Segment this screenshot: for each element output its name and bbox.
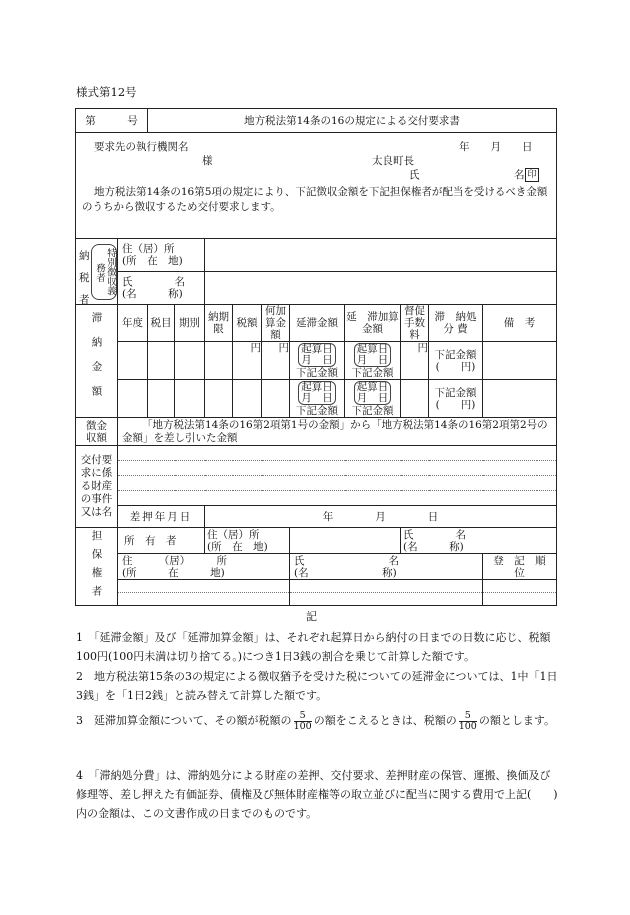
- statement: 地方税法第14条の16第5項の規定により、下記徴収金額を下記担保権者が配当を受けるべき金額のうちから徴収するため交付要求します。: [82, 186, 548, 213]
- security-side-cell: [76, 528, 118, 606]
- holder-address-label: 住 （居） 所 (所 在 地): [118, 554, 290, 580]
- row2-late-fee[interactable]: [290, 380, 345, 418]
- holder-address-value[interactable]: [118, 580, 290, 606]
- row2-year[interactable]: [118, 380, 148, 418]
- note-text: の額とします。: [478, 714, 555, 727]
- taxpayer-side-cell: [76, 239, 118, 305]
- row2-reminder-fee[interactable]: [401, 380, 429, 418]
- below-amount-label: 下記金額: [296, 404, 338, 417]
- number-cell: 第 号: [76, 109, 148, 133]
- col-tax-amount: 税額: [233, 305, 262, 342]
- note-number: 2: [76, 670, 83, 683]
- collect-label: 徴金収額: [76, 418, 118, 446]
- taxpayer-side-2: 税: [79, 272, 90, 284]
- note-number: 4: [76, 769, 83, 782]
- note-3: [76, 710, 560, 732]
- row1-tax-amount[interactable]: [233, 342, 262, 380]
- taxpayer-address-label: 住（居）所 (所 在 地): [118, 239, 205, 272]
- row1-period[interactable]: [175, 342, 205, 380]
- row2-tax-item[interactable]: [148, 380, 175, 418]
- note-text: の額をこえるときは、税額の: [313, 714, 457, 727]
- owner-name-label: 氏 名 (名 称): [401, 528, 557, 554]
- holder-name-value[interactable]: [290, 580, 483, 606]
- taxpayer-side-1: 納: [79, 250, 90, 262]
- row2-surcharge[interactable]: [262, 380, 290, 418]
- form-number: 様式第12号: [76, 85, 137, 99]
- note-1: [76, 628, 560, 666]
- delinquent-side-label: 滞納金額: [90, 312, 103, 410]
- owner-address-label: 住（居）所 (所 在 地): [205, 528, 290, 554]
- note-text: 「延滞金額」及び「延滞加算金額」は、それぞれ起算日から納付の日までの日数に応じ、税額100円(100円未満は切り捨てる。)につき1日3銭の割合を乗じて計算した額です。: [76, 631, 551, 663]
- col-late-surcharge: 延 滞加算金額: [345, 305, 401, 342]
- note-number: 3: [76, 714, 83, 727]
- security-side-label: 担保権者: [90, 529, 103, 604]
- taxpayer-address-value[interactable]: [205, 239, 557, 272]
- date-label: 月 日: [301, 353, 333, 366]
- taxpayer-name-label: 氏 名 (名 称): [118, 272, 205, 305]
- date-label: 月 日: [356, 353, 389, 366]
- row1-late-fee[interactable]: [290, 342, 345, 380]
- below-amount-label: 下記金額: [434, 386, 477, 399]
- owner-label: 所 有 者: [118, 528, 205, 554]
- col-surcharge: 何加算金額: [262, 305, 290, 342]
- row2-due-date[interactable]: [205, 380, 233, 418]
- note-text: 「滞納処分費」は、滞納処分による財産の差押、交付要求、差押財産の保管、運搬、換価及び修理等、差し押えた有価証券、債権及び無体財産権等の取立並びに配当に関する費用で上記( )内の金額は、この文書作成の日までのものです。: [76, 769, 558, 820]
- holder-name-label: 氏 名 (名 称): [290, 554, 483, 580]
- below-amount-label: 下記金額: [351, 404, 394, 417]
- note-text: 地方税法第15条の3の規定による徴収猶予を受けた税についての延滞金については、1中「1日3銭」を「1日2銭」と読み替えて計算した額です。: [76, 670, 558, 702]
- taxpayer-side-3: 者: [79, 294, 90, 306]
- fraction: $\frac{5}{100}$: [293, 709, 312, 732]
- col-reminder-fee: 督促手数料: [401, 305, 429, 342]
- mayor-name-label: 氏 名: [409, 169, 525, 181]
- row1-reminder-fee[interactable]: [401, 342, 429, 380]
- yen-paren: ( 円): [435, 398, 476, 411]
- row1-late-surcharge[interactable]: [345, 342, 401, 380]
- row2-remarks[interactable]: [483, 380, 557, 418]
- below-amount-label: 下記金額: [351, 366, 394, 379]
- col-period: 期別: [175, 305, 205, 342]
- date-label: 月 日: [356, 391, 389, 404]
- date-label: 年 月 日: [459, 141, 533, 153]
- col-tax-item: 税目: [148, 305, 175, 342]
- seal-icon: 印: [525, 168, 539, 182]
- collect-text: 「地方税法第14条の16第2項第1号の金額」から「地方税法第14条の16第2項第2号の金額」を差し引いた金額: [118, 418, 557, 446]
- request-form-table: [75, 108, 557, 606]
- below-amount-label: 下記金額: [434, 348, 477, 361]
- row1-due-date[interactable]: [205, 342, 233, 380]
- note-text: 延滞加算金額について、その額が税額の: [94, 714, 292, 727]
- note-number: 1: [76, 631, 83, 644]
- property-line-3[interactable]: [118, 476, 557, 491]
- row2-period[interactable]: [175, 380, 205, 418]
- kisan-label: 起算日: [356, 380, 389, 393]
- form-title: 地方税法第14条の16の規定による交付要求書: [148, 109, 557, 133]
- row1-tax-item[interactable]: [148, 342, 175, 380]
- date-label: 月 日: [301, 391, 333, 404]
- property-line-4[interactable]: [118, 491, 557, 506]
- col-remarks: 備 考: [483, 305, 557, 342]
- sama-label: 様: [202, 155, 213, 167]
- note-2: [76, 667, 560, 705]
- fraction: $\frac{5}{100}$: [458, 709, 477, 732]
- registration-order-label: 登 記 順 位: [483, 554, 557, 580]
- seizure-date-value[interactable]: 年 月 日: [205, 506, 557, 528]
- col-late-fee: 延滞金額: [290, 305, 345, 342]
- ki-heading: 記: [306, 610, 317, 623]
- col-disposition-cost: 滞 納処 分 費: [429, 305, 483, 342]
- yen-unit: 円: [278, 342, 289, 354]
- row1-disposition-cost[interactable]: [429, 342, 483, 380]
- below-amount-label: 下記金額: [296, 366, 338, 379]
- yen-paren: ( 円): [435, 360, 476, 373]
- note-4: [76, 766, 560, 823]
- property-line-2[interactable]: [118, 461, 557, 476]
- addressee-block: [76, 133, 557, 239]
- yen-unit: 円: [250, 342, 261, 354]
- kisan-label: 起算日: [301, 342, 333, 355]
- org-label: 要求先の執行機関名: [94, 141, 189, 153]
- col-year: 年度: [118, 305, 148, 342]
- property-label: 交付要求に係る財産の事件又は名: [76, 446, 118, 528]
- kisan-label: 起算日: [356, 342, 389, 355]
- special-collector-label: 特別徴収義務者: [91, 244, 117, 300]
- row2-late-surcharge[interactable]: [345, 380, 401, 418]
- seizure-date-label: 差押年月日: [118, 506, 205, 528]
- registration-order-value[interactable]: [483, 580, 557, 606]
- delinquent-side-cell: [76, 305, 118, 418]
- property-line-1[interactable]: [118, 446, 557, 461]
- taxpayer-name-value[interactable]: [205, 272, 557, 305]
- mayor-label: 太良町長: [372, 155, 414, 167]
- row2-disposition-cost[interactable]: [429, 380, 483, 418]
- row1-year[interactable]: [118, 342, 148, 380]
- row1-surcharge[interactable]: [262, 342, 290, 380]
- row1-remarks[interactable]: [483, 342, 557, 380]
- kisan-label: 起算日: [301, 380, 333, 393]
- owner-address-value[interactable]: [290, 528, 401, 554]
- row2-tax-amount[interactable]: [233, 380, 262, 418]
- yen-unit: 円: [417, 342, 428, 354]
- col-due-date: 納期限: [205, 305, 233, 342]
